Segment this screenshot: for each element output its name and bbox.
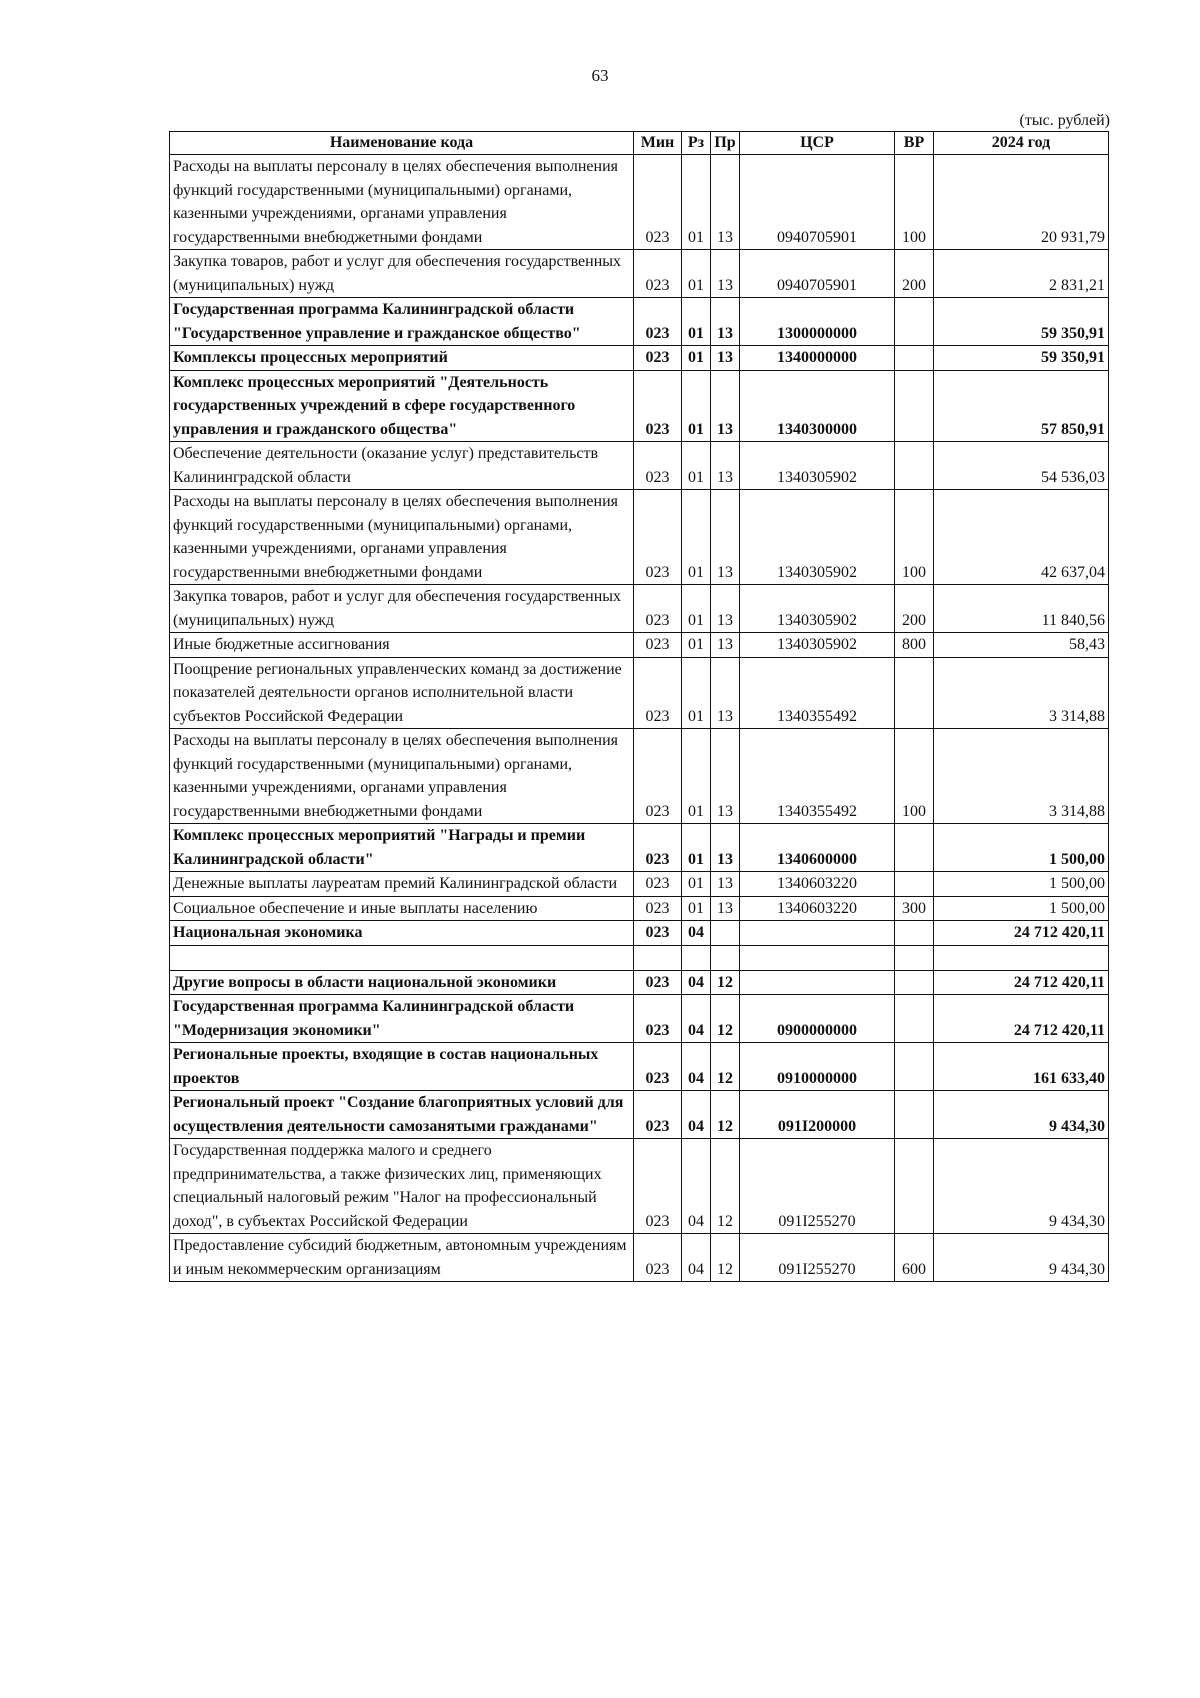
- row-amount: 24 712 420,11: [934, 921, 1109, 946]
- row-vr: [895, 1043, 934, 1091]
- header-pr: Пр: [711, 132, 740, 155]
- table-row: [170, 490, 1109, 585]
- row-vr: 200: [895, 585, 934, 633]
- row-csr: 1340305902: [740, 585, 895, 633]
- row-vr: [895, 872, 934, 897]
- header-csr: ЦСР: [740, 132, 895, 155]
- units-label: (тыс. рублей): [1019, 112, 1110, 129]
- row-amount: 59 350,91: [934, 346, 1109, 371]
- row-pr: 13: [711, 298, 740, 346]
- header-min: Мин: [634, 132, 682, 155]
- row-csr: 0910000000: [740, 1043, 895, 1091]
- row-name: Предоставление субсидий бюджетным, автономным учреждениям и иным некоммерческим организациям: [170, 1234, 634, 1282]
- row-min: 023: [634, 298, 682, 346]
- row-min: 023: [634, 370, 682, 442]
- table-row: [170, 657, 1109, 729]
- row-amount: 24 712 420,11: [934, 970, 1109, 995]
- row-pr: 13: [711, 585, 740, 633]
- row-name: Комплекс процессных мероприятий "Деятельность государственных учреждений в сфере государственного управления и гражданского общества": [170, 370, 634, 442]
- row-rz: 04: [682, 1139, 711, 1234]
- table-row: [170, 442, 1109, 490]
- row-min: 023: [634, 921, 682, 946]
- row-amount: 2 831,21: [934, 250, 1109, 298]
- row-rz: 04: [682, 921, 711, 946]
- row-csr: 1340305902: [740, 633, 895, 658]
- row-csr: 1340355492: [740, 657, 895, 729]
- row-name: Расходы на выплаты персоналу в целях обеспечения выполнения функций государственными (муниципальными) органами, казенными учреждениями, органами управления государственными внебюджетными фондами: [170, 490, 634, 585]
- row-name: Закупка товаров, работ и услуг для обеспечения государственных (муниципальных) нужд: [170, 250, 634, 298]
- table-row: [170, 250, 1109, 298]
- row-vr: [895, 921, 934, 946]
- row-min: 023: [634, 442, 682, 490]
- row-name: Государственная программа Калининградской области "Модернизация экономики": [170, 995, 634, 1043]
- row-amount: 42 637,04: [934, 490, 1109, 585]
- row-amount: 11 840,56: [934, 585, 1109, 633]
- row-amount: 59 350,91: [934, 298, 1109, 346]
- row-pr: 12: [711, 1234, 740, 1282]
- row-pr: 12: [711, 970, 740, 995]
- table-row: [170, 970, 1109, 995]
- table-row: [170, 585, 1109, 633]
- row-csr: 1340355492: [740, 729, 895, 824]
- row-pr: 13: [711, 442, 740, 490]
- row-vr: [895, 1091, 934, 1139]
- row-rz: 01: [682, 346, 711, 371]
- row-pr: 13: [711, 657, 740, 729]
- row-vr: 100: [895, 490, 934, 585]
- row-vr: 100: [895, 155, 934, 250]
- header-year: 2024 год: [934, 132, 1109, 155]
- row-min: 023: [634, 585, 682, 633]
- row-rz: 01: [682, 585, 711, 633]
- row-rz: 01: [682, 155, 711, 250]
- row-name: Расходы на выплаты персоналу в целях обеспечения выполнения функций государственными (муниципальными) органами, казенными учреждениями, органами управления государственными внебюджетными фондами: [170, 729, 634, 824]
- table-row: [170, 995, 1109, 1043]
- page-number: 63: [591, 66, 609, 85]
- row-csr: 1300000000: [740, 298, 895, 346]
- row-amount: 57 850,91: [934, 370, 1109, 442]
- row-csr: 1340000000: [740, 346, 895, 371]
- row-amount: 24 712 420,11: [934, 995, 1109, 1043]
- row-amount: 1 500,00: [934, 896, 1109, 921]
- row-rz: 01: [682, 729, 711, 824]
- row-pr: 13: [711, 250, 740, 298]
- header-vr: ВР: [895, 132, 934, 155]
- row-vr: [895, 995, 934, 1043]
- row-name: Поощрение региональных управленческих команд за достижение показателей деятельности органов исполнительной власти субъектов Российской Федерации: [170, 657, 634, 729]
- row-pr: 13: [711, 490, 740, 585]
- row-min: 023: [634, 824, 682, 872]
- table-row: [170, 921, 1109, 946]
- row-rz: 04: [682, 970, 711, 995]
- row-csr: 0940705901: [740, 155, 895, 250]
- row-min: 023: [634, 1234, 682, 1282]
- row-name: Обеспечение деятельности (оказание услуг) представительств Калининградской области: [170, 442, 634, 490]
- row-name: Денежные выплаты лауреатам премий Калининградской области: [170, 872, 634, 897]
- row-rz: 01: [682, 824, 711, 872]
- row-pr: 12: [711, 1091, 740, 1139]
- row-csr: 0900000000: [740, 995, 895, 1043]
- row-csr: 091I255270: [740, 1139, 895, 1234]
- row-min: 023: [634, 1091, 682, 1139]
- table-row: [170, 1234, 1109, 1282]
- row-min: 023: [634, 872, 682, 897]
- table-row: [170, 872, 1109, 897]
- row-vr: [895, 442, 934, 490]
- row-name: Национальная экономика: [170, 921, 634, 946]
- row-pr: 12: [711, 995, 740, 1043]
- row-min: 023: [634, 250, 682, 298]
- row-rz: 01: [682, 490, 711, 585]
- row-amount: 9 434,30: [934, 1234, 1109, 1282]
- table-row: [170, 896, 1109, 921]
- row-csr: 1340305902: [740, 490, 895, 585]
- row-rz: 01: [682, 298, 711, 346]
- row-name: Другие вопросы в области национальной экономики: [170, 970, 634, 995]
- row-pr: 13: [711, 824, 740, 872]
- row-vr: 300: [895, 896, 934, 921]
- row-csr: 1340600000: [740, 824, 895, 872]
- row-csr: 1340300000: [740, 370, 895, 442]
- table-row: [170, 1043, 1109, 1091]
- row-vr: [895, 970, 934, 995]
- row-rz: 01: [682, 872, 711, 897]
- row-pr: 13: [711, 346, 740, 371]
- row-min: 023: [634, 896, 682, 921]
- table-row: [170, 633, 1109, 658]
- table-row: [170, 298, 1109, 346]
- row-rz: 04: [682, 1091, 711, 1139]
- table-row: [170, 346, 1109, 371]
- row-rz: 01: [682, 442, 711, 490]
- row-pr: 13: [711, 729, 740, 824]
- row-pr: [711, 921, 740, 946]
- budget-table: [169, 131, 1109, 1282]
- row-vr: [895, 370, 934, 442]
- row-amount: 9 434,30: [934, 1139, 1109, 1234]
- table-row: [170, 729, 1109, 824]
- row-name: Расходы на выплаты персоналу в целях обеспечения выполнения функций государственными (муниципальными) органами, казенными учреждениями, органами управления государственными внебюджетными фондами: [170, 155, 634, 250]
- row-pr: 13: [711, 633, 740, 658]
- table-row: [170, 370, 1109, 442]
- row-rz: 01: [682, 633, 711, 658]
- spacer-row: [170, 945, 1109, 970]
- table-row: [170, 1091, 1109, 1139]
- row-rz: 01: [682, 657, 711, 729]
- row-min: 023: [634, 970, 682, 995]
- row-min: 023: [634, 729, 682, 824]
- row-rz: 04: [682, 1234, 711, 1282]
- table-row: [170, 1139, 1109, 1234]
- row-csr: 1340305902: [740, 442, 895, 490]
- row-amount: 54 536,03: [934, 442, 1109, 490]
- row-amount: 1 500,00: [934, 824, 1109, 872]
- row-pr: 13: [711, 896, 740, 921]
- row-pr: 12: [711, 1043, 740, 1091]
- row-rz: 01: [682, 250, 711, 298]
- header-name: Наименование кода: [170, 132, 634, 155]
- row-rz: 01: [682, 896, 711, 921]
- row-min: 023: [634, 657, 682, 729]
- row-vr: [895, 346, 934, 371]
- row-vr: 800: [895, 633, 934, 658]
- row-amount: 9 434,30: [934, 1091, 1109, 1139]
- row-pr: 13: [711, 872, 740, 897]
- row-amount: 20 931,79: [934, 155, 1109, 250]
- row-vr: 600: [895, 1234, 934, 1282]
- row-vr: [895, 657, 934, 729]
- row-csr: 091I200000: [740, 1091, 895, 1139]
- row-csr: 1340603220: [740, 896, 895, 921]
- row-min: 023: [634, 633, 682, 658]
- row-rz: 04: [682, 995, 711, 1043]
- header-row: [170, 132, 1109, 155]
- row-name: Комплексы процессных мероприятий: [170, 346, 634, 371]
- row-vr: [895, 824, 934, 872]
- row-rz: 01: [682, 370, 711, 442]
- table-row: [170, 824, 1109, 872]
- row-name: Региональные проекты, входящие в состав национальных проектов: [170, 1043, 634, 1091]
- row-min: 023: [634, 346, 682, 371]
- row-rz: 04: [682, 1043, 711, 1091]
- row-vr: 200: [895, 250, 934, 298]
- row-amount: 58,43: [934, 633, 1109, 658]
- row-csr: [740, 970, 895, 995]
- row-pr: 13: [711, 155, 740, 250]
- row-amount: 161 633,40: [934, 1043, 1109, 1091]
- header-rz: Рз: [682, 132, 711, 155]
- table-row: [170, 155, 1109, 250]
- row-pr: 12: [711, 1139, 740, 1234]
- row-min: 023: [634, 1043, 682, 1091]
- row-name: Закупка товаров, работ и услуг для обеспечения государственных (муниципальных) нужд: [170, 585, 634, 633]
- row-pr: 13: [711, 370, 740, 442]
- row-name: Региональный проект "Создание благоприятных условий для осуществления деятельности самозанятыми гражданами": [170, 1091, 634, 1139]
- row-amount: 3 314,88: [934, 729, 1109, 824]
- row-name: Иные бюджетные ассигнования: [170, 633, 634, 658]
- row-vr: 100: [895, 729, 934, 824]
- row-name: Государственная программа Калининградской области "Государственное управление и гражданское общество": [170, 298, 634, 346]
- row-csr: 1340603220: [740, 872, 895, 897]
- row-min: 023: [634, 995, 682, 1043]
- row-name: Социальное обеспечение и иные выплаты населению: [170, 896, 634, 921]
- row-min: 023: [634, 490, 682, 585]
- row-name: Государственная поддержка малого и среднего предпринимательства, а также физических лиц, применяющих специальный налоговый режим "Налог на профессиональный доход", в субъектах Российской Федерации: [170, 1139, 634, 1234]
- row-amount: 3 314,88: [934, 657, 1109, 729]
- row-name: Комплекс процессных мероприятий "Награды и премии Калининградской области": [170, 824, 634, 872]
- row-amount: 1 500,00: [934, 872, 1109, 897]
- row-csr: 091I255270: [740, 1234, 895, 1282]
- row-vr: [895, 1139, 934, 1234]
- row-csr: [740, 921, 895, 946]
- row-min: 023: [634, 1139, 682, 1234]
- row-csr: 0940705901: [740, 250, 895, 298]
- row-vr: [895, 298, 934, 346]
- row-min: 023: [634, 155, 682, 250]
